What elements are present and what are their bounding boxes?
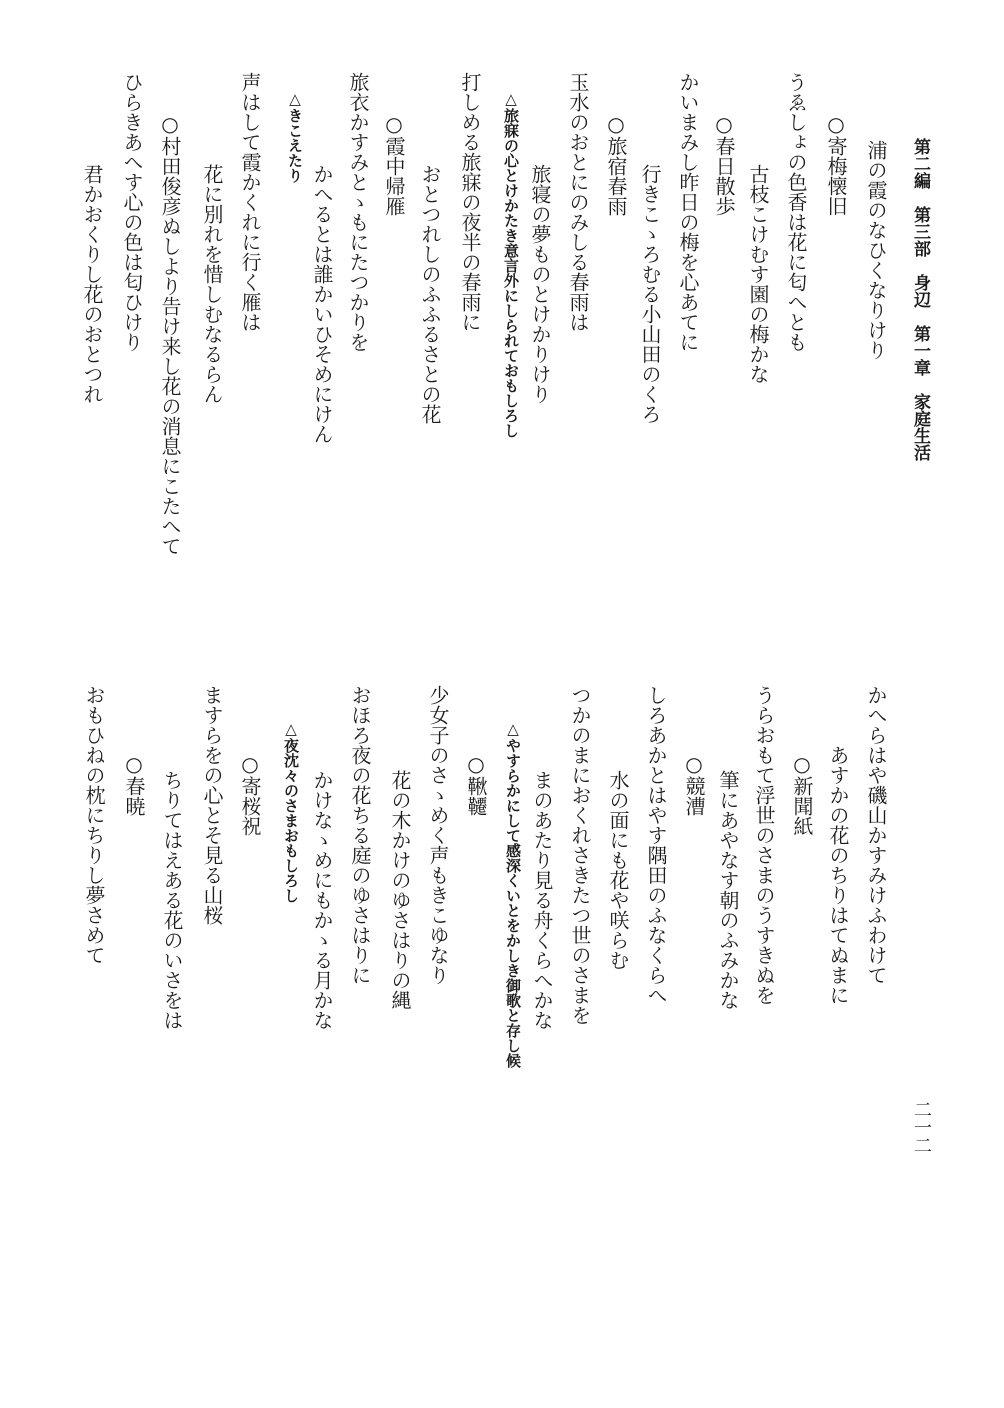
poem-title: ○春暁 [122,752,146,816]
poem-line: 玉水のおとにのみしる春雨は [566,72,590,332]
poem-title: ○鞦韆 [464,752,488,816]
poem-title: ○旅宿春雨 [604,112,628,216]
poem-line: かいまみし昨日の梅を心あてに [676,72,700,352]
poem-line: うゑしょの色香は花に匂へとも [784,72,808,352]
poem-line: 花の木かけのゆさはりの縄 [388,770,412,1010]
poem-line: 打しめる旅寐の夜半の春雨に [458,72,482,332]
poem-line: 旅衣かすみとゝもにたつかりを [346,72,370,352]
commentary-note: △夜沈々のさまおもしろし [282,720,300,903]
poem-line: あすかの花のちりはてぬまに [826,745,850,1005]
poem-line: まのあたり見る舟くらへかな [530,770,554,1030]
poem-line: おとつれしのふふるさとの花 [418,164,442,424]
poem-line: 花に別れを惜しむなるらん [200,164,224,404]
poem-line: しろあかとはやす隅田のふなくらへ [644,685,668,1005]
poem-line: 旅寝の夢ものとけかりけり [528,164,552,404]
poem-title: ○霞中帰雁 [382,112,406,216]
poem-line: おほろ夜の花ちる庭のゆさはりに [348,685,372,985]
poem-title: ○競漕 [682,752,706,816]
poem-line: 行きこゝろむる小山田のくろ [638,164,662,424]
poem-title: ○寄桜祝 [238,752,262,836]
poem-line: ひらきあへす心の色は匂ひけり [120,72,144,352]
poem-line: ちりてはえある花のいさをは [160,770,184,1030]
commentary-note: △旅寐の心とけかたき意言外にしられておもしろし [502,90,520,438]
poem-line: 浦の霞のなひくなりけり [864,140,888,360]
poem-title: ○新聞紙 [790,752,814,836]
poem-line: 古枝こけむす園の梅かな [746,164,770,384]
poem-line: かへるとは誰かいひそめにけん [310,164,334,444]
commentary-note: △きこえたり [286,90,304,183]
poem-line: かへらはや磯山かすみけふわけて [864,685,888,985]
poem-line: ますらをの心とそ見る山桜 [200,685,224,925]
poem-line: おもひねの枕にちりし夢さめて [82,685,106,965]
poem-line: うらおもて浮世のさまのうすきぬを [752,685,776,1005]
poem-title: ○村田俊彦ぬしより告け来し花の消息にこたへて [158,112,182,556]
poem-title: ○春日散歩 [712,112,736,216]
poem-line: 少女子のさゝめく声もきこゆなり [426,685,450,985]
poem-title: ○寄梅懐旧 [824,112,848,216]
poem-line: 筆にあやなす朝のふみかな [716,770,740,1010]
page-number: 二一二 [911,1100,932,1154]
poem-line: 君かおくりし花のおとつれ [80,164,104,404]
poem-line: 声はして霞かくれに行く雁は [238,72,262,332]
poem-line: つかのまにおくれさきたつ世のさまを [568,685,592,1025]
running-head: 第二編 第三部 身辺 第一章 家庭生活 [910,138,930,461]
commentary-note: △やすらかにして感深くいとをかしき御歌と存し候 [504,720,522,1068]
poem-line: 水の面にも花や咲らむ [606,770,630,970]
poem-line: かけなゝめにもかゝる月かな [310,770,334,1030]
